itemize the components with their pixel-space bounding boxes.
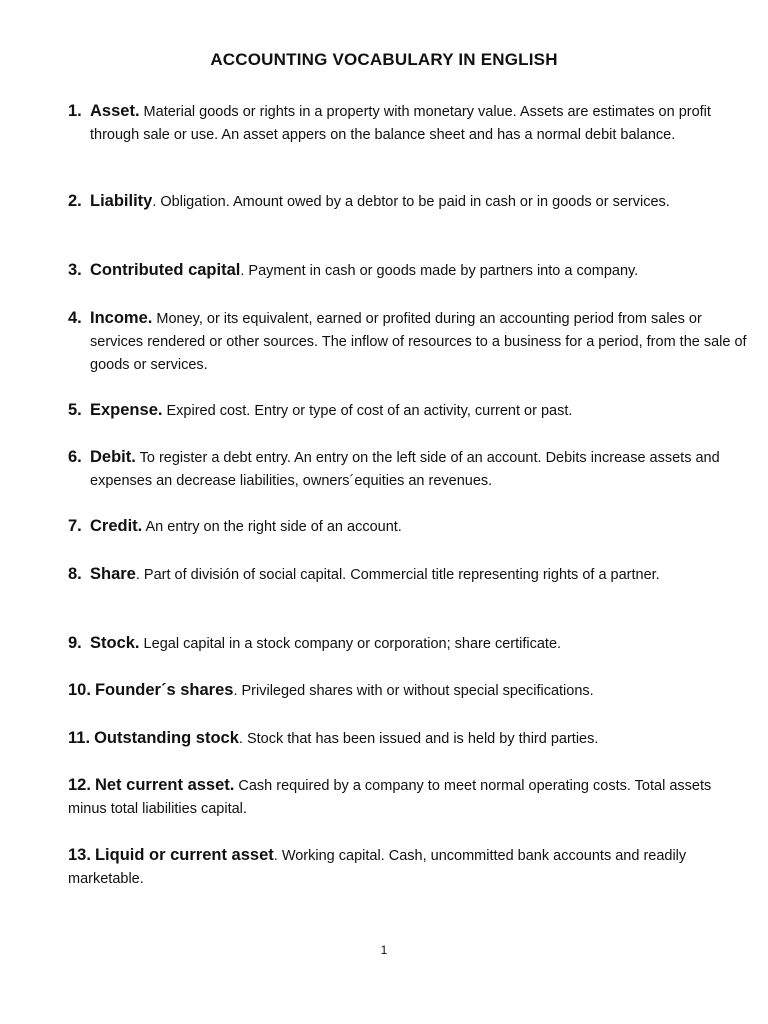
item-number: 12.: [68, 776, 91, 794]
item-number: 3.: [68, 261, 82, 279]
item-term: Share: [90, 565, 136, 583]
item-term: Liquid or current asset: [94, 846, 274, 864]
vocab-item-income: [68, 307, 750, 377]
vocab-item-expense: [68, 399, 750, 423]
item-term: Stock.: [90, 634, 140, 652]
item-definition: Legal capital in a stock company or corporation; share certificate.: [139, 636, 562, 652]
item-term: Contributed capital: [90, 261, 241, 279]
vocab-item-outstanding-stock: [68, 727, 728, 751]
item-term: Asset.: [90, 102, 140, 120]
item-definition: . Stock that has been issued and is held by third parties.: [238, 731, 599, 747]
item-definition: To register a debt entry. An entry on the left side of an account. Debits increase assets and expenses an decrease liabilities, owners´equities an revenues.: [90, 450, 720, 489]
item-term: Net current asset.: [94, 776, 235, 794]
vocab-item-net-current-asset: [68, 774, 728, 821]
item-number: 7.: [68, 517, 82, 535]
item-term: Debit.: [90, 448, 136, 466]
item-definition: . Part of división of social capital. Commercial title representing rights of a partner.: [135, 567, 660, 583]
item-number: 2.: [68, 192, 82, 210]
item-term: Liability: [90, 192, 153, 210]
item-definition: An entry on the right side of an account.: [142, 519, 402, 535]
item-term: Income.: [90, 309, 153, 327]
vocab-item-asset: [68, 100, 750, 147]
page-number: 1: [380, 943, 388, 957]
item-number: 6.: [68, 448, 82, 466]
vocab-item-stock: [68, 632, 750, 656]
item-definition: . Obligation. Amount owed by a debtor to be paid in cash or in goods or services.: [152, 194, 670, 210]
item-number: 11.: [68, 729, 91, 747]
item-definition: . Privileged shares with or without special specifications.: [233, 683, 594, 699]
page-title: ACCOUNTING VOCABULARY IN ENGLISH: [210, 50, 558, 69]
item-number: 13.: [68, 846, 91, 864]
item-definition: Expired cost. Entry or type of cost of an activity, current or past.: [162, 403, 573, 419]
item-number: 5.: [68, 401, 82, 419]
item-number: 10.: [68, 681, 91, 699]
item-number: 4.: [68, 309, 82, 327]
item-definition: Money, or its equivalent, earned or profited during an accounting period from sales or services rendered or other sources. The inflow of resources to a business for a period, from the sale of goods or services.: [90, 311, 747, 373]
item-term: Credit.: [90, 517, 143, 535]
vocab-item-share: [68, 563, 750, 587]
vocab-item-credit: [68, 515, 750, 539]
item-number: 8.: [68, 565, 82, 583]
vocab-item-founders-shares: [68, 679, 728, 703]
vocab-item-liquid-current-asset: [68, 844, 728, 891]
vocab-item-contributed-capital: [68, 259, 750, 283]
item-number: 9.: [68, 634, 82, 652]
item-term: Outstanding stock: [94, 729, 239, 747]
item-definition: . Payment in cash or goods made by partners into a company.: [240, 263, 639, 279]
item-term: Expense.: [90, 401, 163, 419]
item-definition: Material goods or rights in a property with monetary value. Assets are estimates on profit through sale or use. An asset appers on the balance sheet and has a normal debit balance.: [90, 104, 711, 143]
item-definition: . Working capital. Cash, uncommitted bank accounts and readily marketable.: [68, 848, 687, 887]
vocab-item-liability: [68, 190, 750, 214]
item-definition: Cash required by a company to meet normal operating costs. Total assets minus total liabilities capital.: [68, 778, 712, 817]
vocab-item-debit: [68, 446, 750, 493]
item-term: Founder´s shares: [94, 681, 234, 699]
item-number: 1.: [68, 102, 82, 120]
